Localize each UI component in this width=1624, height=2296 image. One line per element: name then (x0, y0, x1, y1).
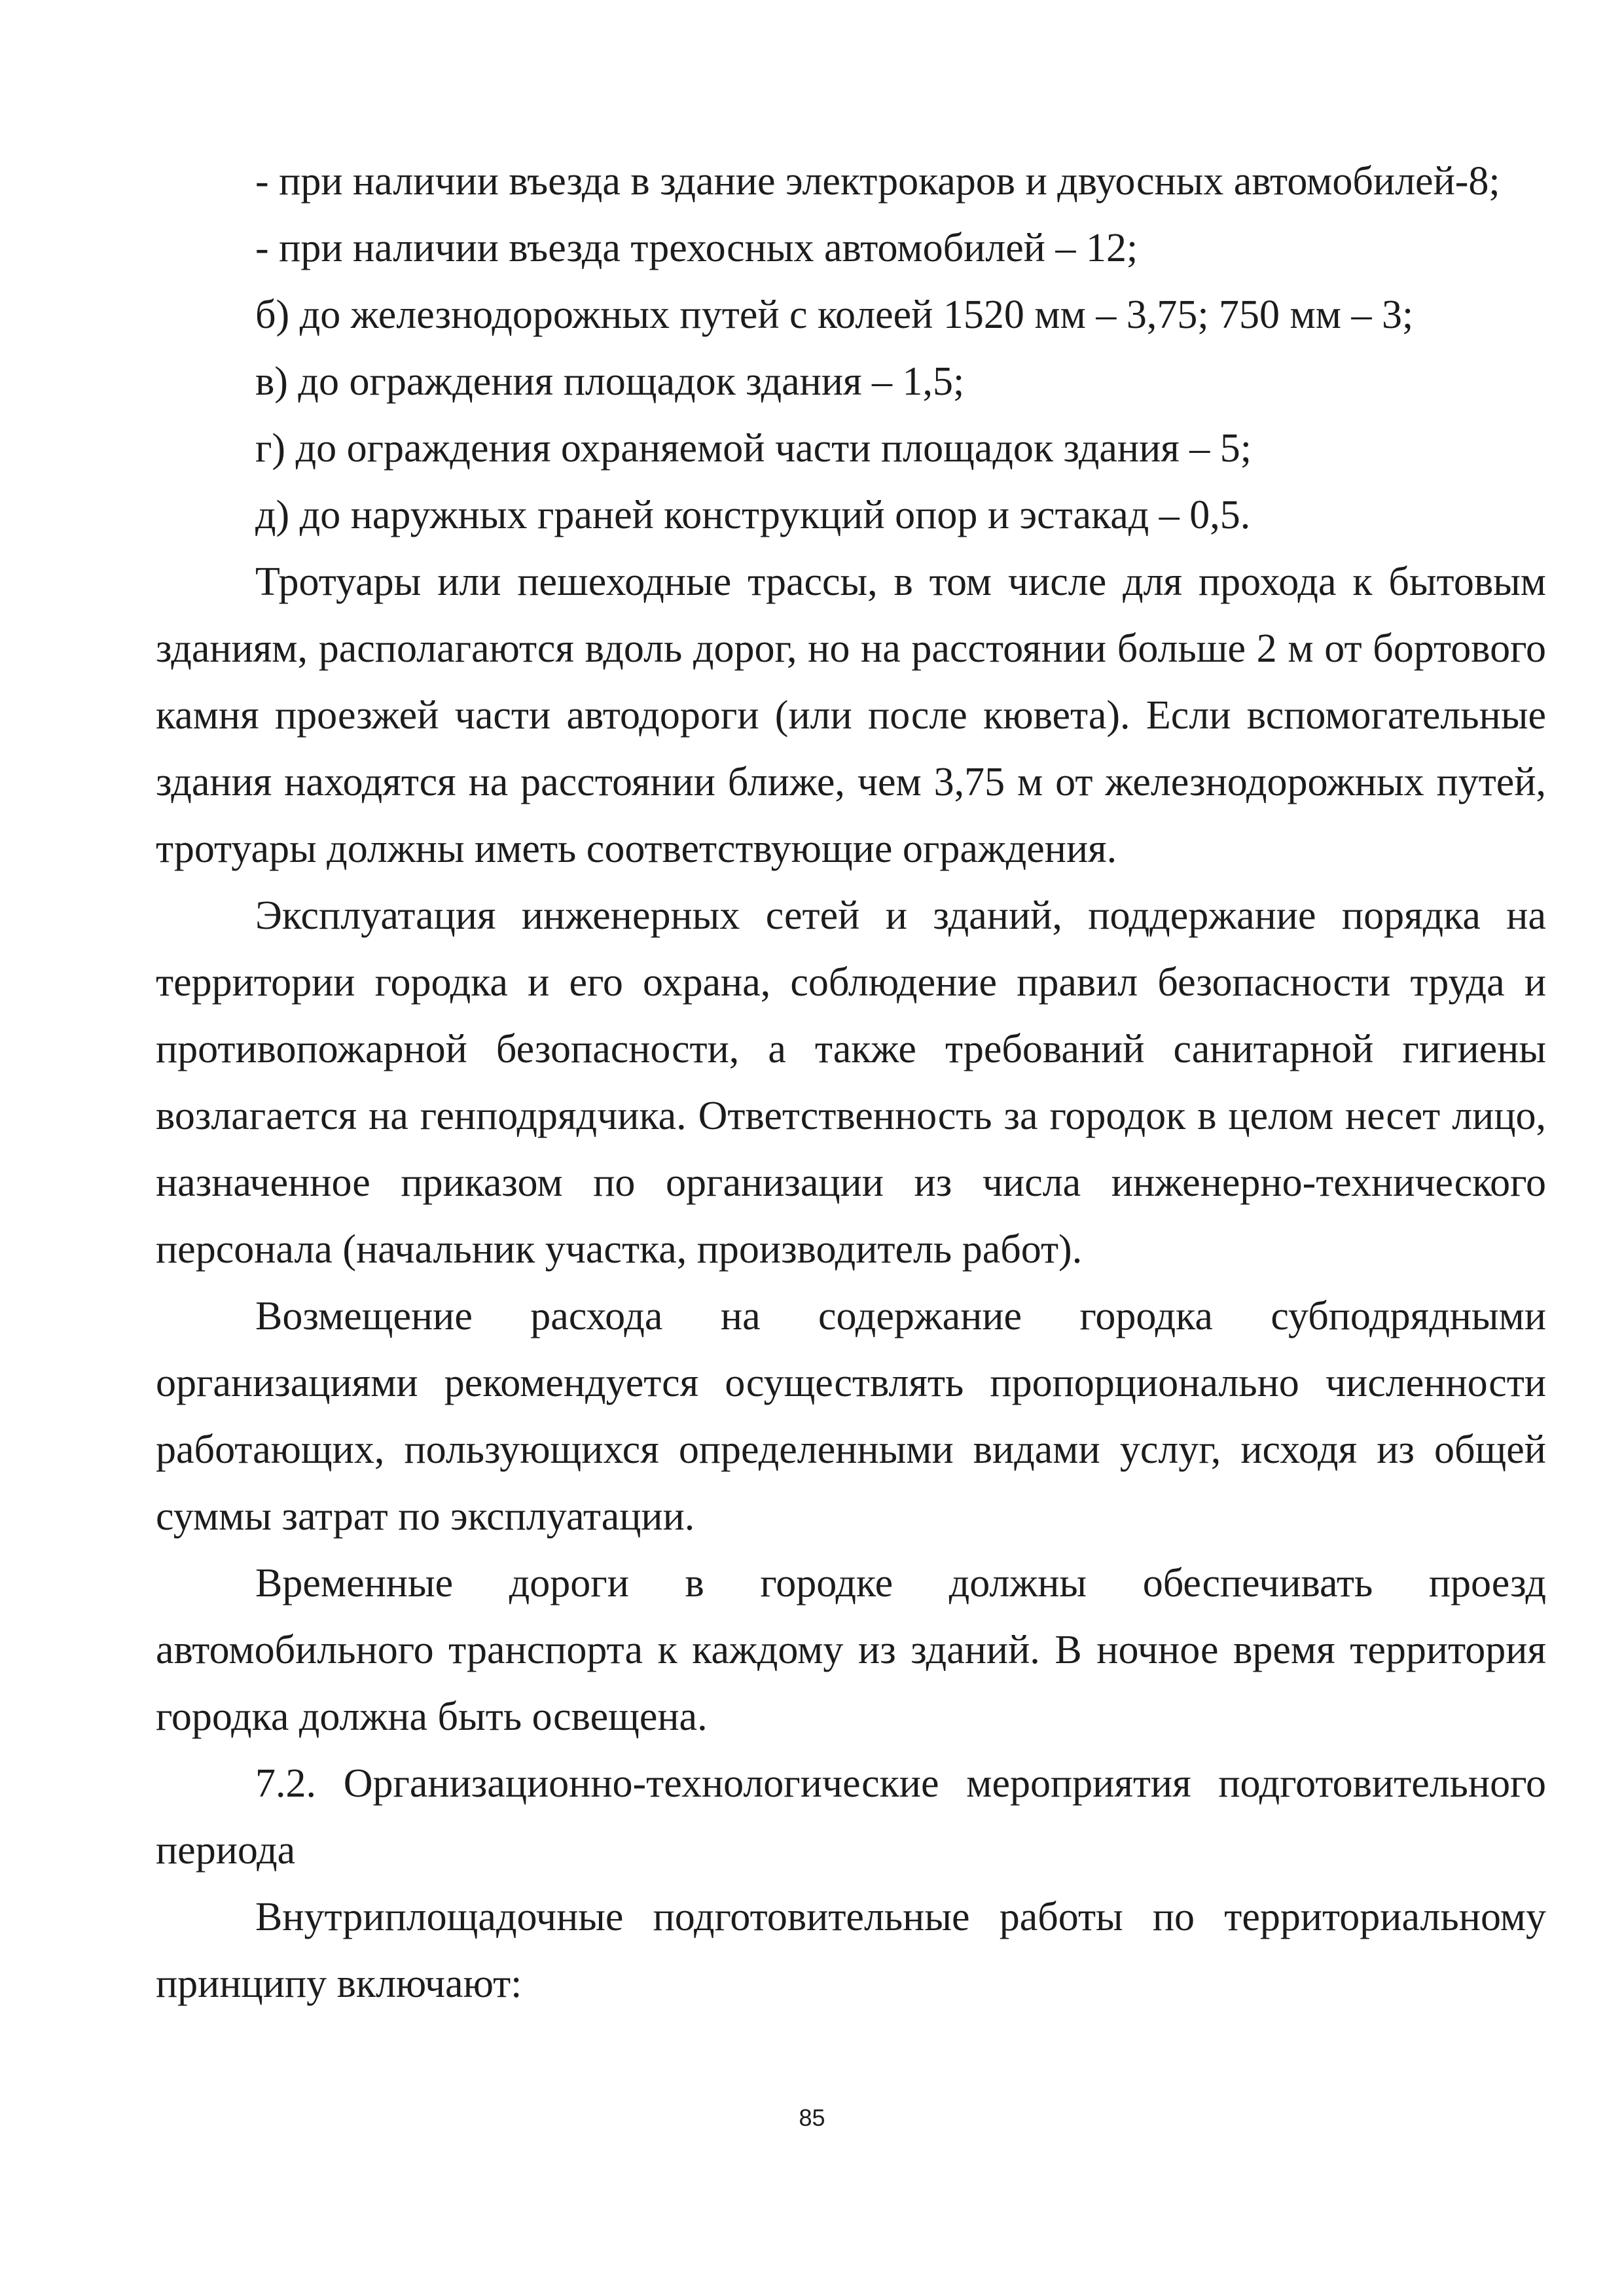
paragraph-compensation: Возмещение расхода на содержание городка субподрядными организациями рекомендуется осуществлять пропорционально численности работающих, пользующихся определенными видами услуг, исходя из общей суммы затрат по эксплуатации. (156, 1294, 1546, 1539)
list-item-supports: д) до наружных граней конструкций опор и эстакад – 0,5. (255, 493, 1251, 537)
paragraph-site-works: Внутриплощадочные подготовительные работы по территориальному принципу включают: (156, 1895, 1546, 2006)
list-item-three-axle: - при наличии въезда трехосных автомобилей – 12; (255, 226, 1138, 270)
paragraph-roads: Временные дороги в городке должны обеспечивать проезд автомобильного транспорта к каждому из зданий. В ночное время территория городка должна быть освещена. (156, 1561, 1546, 1739)
paragraph-operation: Эксплуатация инженерных сетей и зданий, поддержание порядка на территории городка и его охрана, соблюдение правил безопасности труда и противопожарной безопасности, а также требований санитарной гигиены возлагается на генподрядчика. Ответственность за городок в целом несет лицо, назначенное приказом по организации из числа инженерно-технического персонала (начальник участка, производитель работ). (156, 893, 1546, 1272)
list-item-railway: б) до железнодорожных путей с колеей 1520 мм – 3,75; 750 мм – 3; (255, 293, 1414, 337)
list-item-electrocars: - при наличии въезда в здание электрокаров и двуосных автомобилей-8; (255, 159, 1500, 204)
page-number: 85 (799, 2104, 825, 2131)
list-item-guarded-fence: г) до ограждения охраняемой части площадок здания – 5; (255, 426, 1252, 471)
paragraph-sidewalks: Тротуары или пешеходные трассы, в том числе для прохода к бытовым зданиям, располагаются вдоль дорог, но на расстоянии больше 2 м от бортового камня проезжей части автодороги (или после кювета). Если вспомогательные здания находятся на расстоянии ближе, чем 3,75 м от железнодорожных путей, тротуары должны иметь соответствующие ограждения. (156, 560, 1546, 871)
section-heading-7-2: 7.2. Организационно-технологические мероприятия подготовительного периода (156, 1761, 1546, 1873)
list-item-fence: в) до ограждения площадок здания – 1,5; (255, 359, 965, 404)
page-body (156, 148, 1546, 2017)
